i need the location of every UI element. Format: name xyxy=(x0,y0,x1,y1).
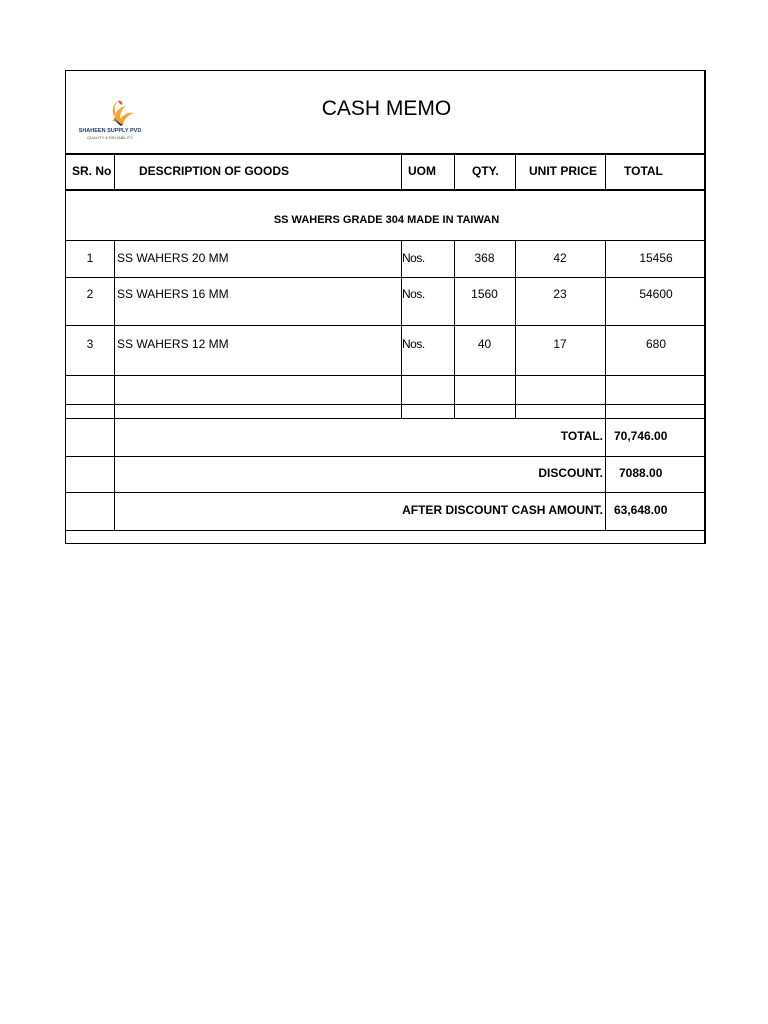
divider xyxy=(66,530,704,531)
header-uom: UOM xyxy=(408,164,436,178)
header-sr-no: SR. No xyxy=(72,164,112,178)
column-divider xyxy=(605,418,606,530)
column-divider xyxy=(114,240,115,418)
header-total: TOTAL xyxy=(624,164,663,178)
divider xyxy=(66,456,704,457)
item-qty: 1560 xyxy=(471,287,498,301)
column-divider xyxy=(454,154,455,190)
column-divider xyxy=(605,154,606,190)
cash-memo xyxy=(65,70,706,544)
item-sr: 3 xyxy=(86,337,94,351)
column-divider xyxy=(515,154,516,190)
divider xyxy=(66,492,704,493)
column-divider xyxy=(605,240,606,418)
divider xyxy=(66,153,704,155)
divider xyxy=(66,277,704,278)
header-description: DESCRIPTION OF GOODS xyxy=(139,164,290,178)
divider xyxy=(66,404,704,405)
column-divider xyxy=(454,240,455,418)
item-description: SS WAHERS 16 MM xyxy=(117,287,229,301)
item-description: SS WAHERS 20 MM xyxy=(117,251,229,265)
item-unit-price: 42 xyxy=(553,251,567,265)
item-total: 54600 xyxy=(639,287,673,301)
item-unit-price: 17 xyxy=(553,337,567,351)
after-discount-value: 63,648.00 xyxy=(614,503,668,517)
item-qty: 40 xyxy=(477,337,492,351)
page-title: CASH MEMO xyxy=(321,97,452,120)
column-divider xyxy=(515,240,516,418)
header-unit-price: UNIT PRICE xyxy=(529,164,598,178)
logo-company-name: SHAHEEN SUPPLY PVD xyxy=(78,128,142,134)
item-sr: 2 xyxy=(86,287,94,301)
total-label: TOTAL. xyxy=(560,429,603,443)
header-qty: QTY. xyxy=(472,164,499,178)
column-divider xyxy=(114,154,115,190)
column-divider xyxy=(114,418,115,530)
logo-tagline: QUALITY & RELIABILITY xyxy=(87,135,133,140)
after-discount-label: AFTER DISCOUNT CASH AMOUNT. xyxy=(402,503,603,517)
item-uom: Nos. xyxy=(402,337,425,351)
item-total: 680 xyxy=(645,337,667,351)
discount-label: DISCOUNT. xyxy=(538,466,603,480)
column-divider xyxy=(401,240,402,418)
column-divider xyxy=(401,154,402,190)
item-qty: 368 xyxy=(474,251,495,265)
divider xyxy=(66,240,704,241)
divider xyxy=(66,375,704,376)
divider xyxy=(66,189,704,191)
divider xyxy=(66,325,704,326)
item-uom: Nos. xyxy=(402,251,425,265)
discount-value: 7088.00 xyxy=(619,466,663,480)
section-title: SS WAHERS GRADE 304 MADE IN TAIWAN xyxy=(273,214,500,226)
total-value: 70,746.00 xyxy=(614,429,668,443)
divider xyxy=(66,418,704,419)
item-uom: Nos. xyxy=(402,287,425,301)
item-total: 15456 xyxy=(639,251,673,265)
item-unit-price: 23 xyxy=(553,287,567,301)
item-description: SS WAHERS 12 MM xyxy=(117,337,229,351)
item-sr: 1 xyxy=(86,251,94,265)
